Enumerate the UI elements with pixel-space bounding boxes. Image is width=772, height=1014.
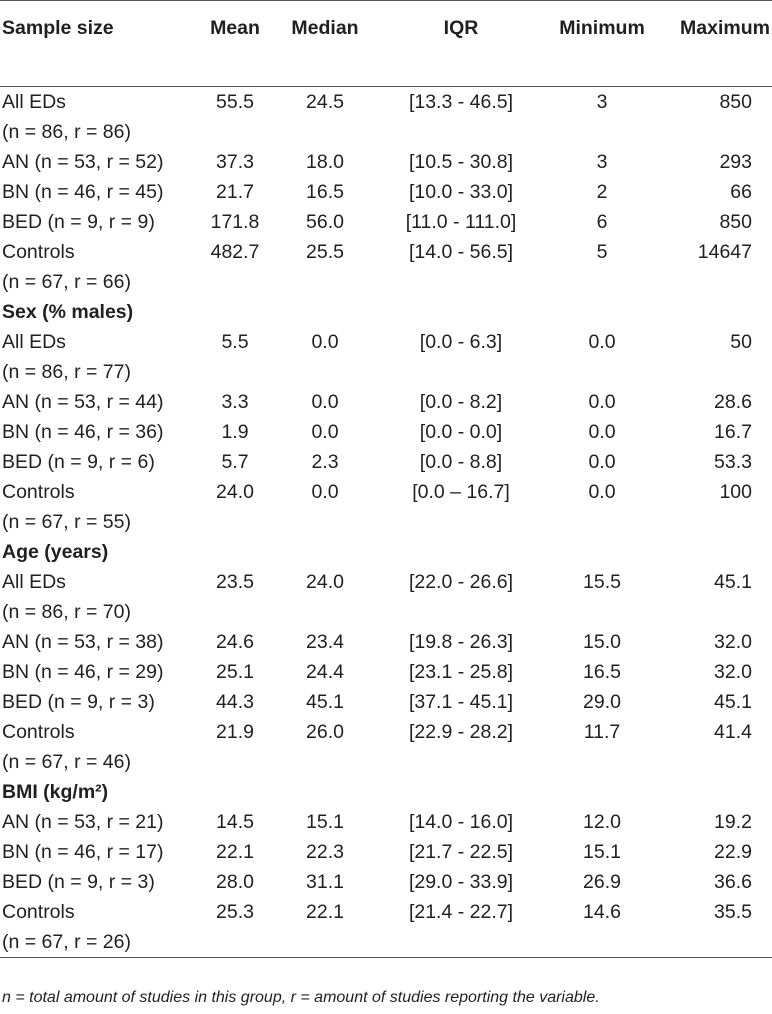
- minimum-cell: 0.0: [588, 391, 616, 413]
- iqr-cell: [0.0 - 8.8]: [419, 451, 503, 473]
- table-row: [0, 447, 772, 477]
- row-label: (n = 86, r = 77): [2, 361, 131, 383]
- mean-cell: [200, 267, 270, 297]
- minimum-cell: 15.1: [583, 841, 621, 863]
- maximum-cell: 22.9: [714, 841, 752, 863]
- table-row: [0, 117, 772, 147]
- maximum-cell: 16.7: [714, 421, 752, 443]
- iqr-cell: [380, 357, 542, 387]
- median-cell: 18.0: [306, 151, 344, 173]
- mean-cell: 23.5: [216, 571, 254, 593]
- maximum-cell: 293: [719, 151, 752, 173]
- row-label: Controls: [2, 901, 75, 923]
- row-label: (n = 67, r = 26): [0, 927, 200, 958]
- mean-cell: 171.8: [210, 211, 260, 233]
- row-label: (n = 67, r = 55): [2, 511, 131, 533]
- header-maximum: Maximum: [662, 1, 772, 87]
- iqr-cell: [21.7 - 22.5]: [408, 841, 514, 863]
- median-cell: 25.5: [306, 241, 344, 263]
- table-row: [0, 657, 772, 687]
- iqr-cell: [0.0 – 16.7]: [412, 481, 510, 503]
- minimum-cell: 6: [596, 211, 608, 233]
- mean-cell: 482.7: [210, 241, 260, 263]
- table-row: [0, 897, 772, 927]
- median-cell: [270, 117, 380, 147]
- maximum-cell: 36.6: [714, 871, 752, 893]
- maximum-cell: [662, 117, 772, 147]
- minimum-cell: 0.0: [588, 451, 616, 473]
- median-cell: 15.1: [306, 811, 344, 833]
- mean-cell: 22.1: [216, 841, 254, 863]
- table-row: [0, 717, 772, 747]
- minimum-cell: 5: [596, 241, 608, 263]
- table-footnote: n = total amount of studies in this group, r = amount of studies reporting the variable.: [2, 989, 600, 1006]
- maximum-cell: 45.1: [714, 571, 752, 593]
- maximum-cell: 850: [719, 91, 752, 113]
- row-label: BED (n = 9, r = 3): [2, 871, 155, 893]
- table-row: [0, 87, 772, 118]
- mean-cell: 14.5: [216, 811, 254, 833]
- mean-cell: 5.5: [221, 331, 249, 353]
- median-cell: 22.1: [306, 901, 344, 923]
- table-body: [0, 87, 772, 958]
- median-cell: [270, 927, 380, 958]
- maximum-cell: 32.0: [714, 661, 752, 683]
- table-header-row: [0, 1, 772, 87]
- minimum-cell: 0.0: [588, 481, 616, 503]
- header-mean: Mean: [200, 1, 270, 87]
- mean-cell: 28.0: [216, 871, 254, 893]
- section-header-row: [0, 297, 772, 327]
- maximum-cell: 19.2: [714, 811, 752, 833]
- minimum-cell: 26.9: [583, 871, 621, 893]
- maximum-cell: 28.6: [714, 391, 752, 413]
- section-header-row: [0, 537, 772, 567]
- row-label: All EDs: [2, 331, 66, 353]
- maximum-cell: 41.4: [714, 721, 752, 743]
- iqr-cell: [0.0 - 0.0]: [419, 421, 503, 443]
- header-sample-size: Sample size: [0, 1, 200, 87]
- iqr-cell: [29.0 - 33.9]: [408, 871, 514, 893]
- median-cell: [270, 597, 380, 627]
- iqr-cell: [10.0 - 33.0]: [408, 181, 514, 203]
- minimum-cell: 3: [596, 91, 608, 113]
- median-cell: 26.0: [306, 721, 344, 743]
- iqr-cell: [22.0 - 26.6]: [408, 571, 514, 593]
- iqr-cell: [380, 267, 542, 297]
- table-row: [0, 477, 772, 507]
- row-label: BN (n = 46, r = 29): [2, 661, 164, 683]
- row-label: BED (n = 9, r = 3): [2, 691, 155, 713]
- minimum-cell: 29.0: [583, 691, 621, 713]
- header-median: Median: [270, 1, 380, 87]
- maximum-cell: [662, 357, 772, 387]
- minimum-cell: [542, 117, 662, 147]
- maximum-cell: 45.1: [714, 691, 752, 713]
- maximum-cell: 14647: [697, 241, 752, 263]
- table-row: [0, 417, 772, 447]
- table-row: [0, 627, 772, 657]
- header-iqr: IQR: [380, 1, 542, 87]
- table-row: [0, 927, 772, 958]
- iqr-cell: [0.0 - 8.2]: [419, 391, 503, 413]
- mean-cell: 55.5: [216, 91, 254, 113]
- row-label: (n = 86, r = 86): [2, 121, 131, 143]
- median-cell: 23.4: [306, 631, 344, 653]
- mean-cell: 21.7: [216, 181, 254, 203]
- minimum-cell: [542, 267, 662, 297]
- table-row: [0, 687, 772, 717]
- minimum-cell: 15.0: [583, 631, 621, 653]
- table-row: [0, 207, 772, 237]
- median-cell: 0.0: [311, 421, 339, 443]
- mean-cell: 5.7: [221, 451, 249, 473]
- row-label: (n = 67, r = 46): [2, 751, 131, 773]
- row-label: Controls: [2, 481, 75, 503]
- table-row: [0, 267, 772, 297]
- row-label: AN (n = 53, r = 21): [2, 811, 164, 833]
- table-row: [0, 507, 772, 537]
- mean-cell: 3.3: [221, 391, 249, 413]
- maximum-cell: 66: [730, 181, 752, 203]
- iqr-cell: [11.0 - 111.0]: [405, 211, 517, 233]
- table-row: [0, 387, 772, 417]
- median-cell: 56.0: [306, 211, 344, 233]
- row-label: BN (n = 46, r = 17): [2, 841, 164, 863]
- table-row: [0, 597, 772, 627]
- minimum-cell: 0.0: [588, 331, 616, 353]
- median-cell: 0.0: [311, 331, 339, 353]
- iqr-cell: [380, 117, 542, 147]
- row-label: Controls: [2, 721, 75, 743]
- section-header-row: [0, 777, 772, 807]
- row-label: All EDs: [2, 91, 66, 113]
- mean-cell: 44.3: [216, 691, 254, 713]
- mean-cell: 25.1: [216, 661, 254, 683]
- mean-cell: [200, 117, 270, 147]
- maximum-cell: 100: [719, 481, 752, 503]
- iqr-cell: [21.4 - 22.7]: [408, 901, 514, 923]
- row-label: AN (n = 53, r = 52): [2, 151, 164, 173]
- minimum-cell: 2: [596, 181, 608, 203]
- row-label: (n = 86, r = 70): [2, 601, 131, 623]
- median-cell: 24.4: [306, 661, 344, 683]
- maximum-cell: 50: [730, 331, 752, 353]
- median-cell: 24.5: [306, 91, 344, 113]
- row-label: AN (n = 53, r = 38): [2, 631, 164, 653]
- maximum-cell: [662, 927, 772, 958]
- iqr-cell: [37.1 - 45.1]: [408, 691, 514, 713]
- mean-cell: 1.9: [221, 421, 249, 443]
- row-label: (n = 67, r = 66): [2, 271, 131, 293]
- table-row: [0, 807, 772, 837]
- median-cell: 45.1: [306, 691, 344, 713]
- iqr-cell: [380, 507, 542, 537]
- median-cell: 0.0: [311, 481, 339, 503]
- median-cell: 0.0: [311, 391, 339, 413]
- minimum-cell: 14.6: [583, 901, 621, 923]
- iqr-cell: [0.0 - 6.3]: [419, 331, 503, 353]
- minimum-cell: [542, 747, 662, 777]
- iqr-cell: [380, 597, 542, 627]
- maximum-cell: [662, 597, 772, 627]
- row-label: All EDs: [2, 571, 66, 593]
- iqr-cell: [14.0 - 16.0]: [408, 811, 514, 833]
- minimum-cell: [542, 927, 662, 958]
- section-title: Sex (% males): [2, 301, 134, 323]
- median-cell: [270, 357, 380, 387]
- minimum-cell: 15.5: [583, 571, 621, 593]
- iqr-cell: [10.5 - 30.8]: [408, 151, 514, 173]
- maximum-cell: [662, 747, 772, 777]
- iqr-cell: [380, 927, 542, 958]
- median-cell: 24.0: [306, 571, 344, 593]
- maximum-cell: 32.0: [714, 631, 752, 653]
- median-cell: [270, 507, 380, 537]
- maximum-cell: [662, 267, 772, 297]
- median-cell: 2.3: [311, 451, 339, 473]
- table-row: [0, 237, 772, 267]
- maximum-cell: 35.5: [714, 901, 752, 923]
- median-cell: [270, 747, 380, 777]
- header-minimum: Minimum: [542, 1, 662, 87]
- row-label: AN (n = 53, r = 44): [2, 391, 164, 413]
- table-row: [0, 327, 772, 357]
- table-row: [0, 357, 772, 387]
- mean-cell: 25.3: [216, 901, 254, 923]
- mean-cell: [200, 747, 270, 777]
- mean-cell: [200, 507, 270, 537]
- mean-cell: [200, 597, 270, 627]
- iqr-cell: [22.9 - 28.2]: [408, 721, 514, 743]
- minimum-cell: 11.7: [583, 721, 621, 743]
- mean-cell: 21.9: [216, 721, 254, 743]
- median-cell: 31.1: [306, 871, 344, 893]
- median-cell: 22.3: [306, 841, 344, 863]
- maximum-cell: 53.3: [714, 451, 752, 473]
- iqr-cell: [23.1 - 25.8]: [408, 661, 514, 683]
- iqr-cell: [380, 747, 542, 777]
- table-row: [0, 177, 772, 207]
- mean-cell: 24.0: [216, 481, 254, 503]
- median-cell: 16.5: [306, 181, 344, 203]
- section-title: Age (years): [2, 541, 109, 563]
- row-label: BED (n = 9, r = 6): [2, 451, 155, 473]
- maximum-cell: [662, 507, 772, 537]
- row-label: BN (n = 46, r = 45): [2, 181, 164, 203]
- minimum-cell: [542, 507, 662, 537]
- table-row: [0, 567, 772, 597]
- row-label: BN (n = 46, r = 36): [2, 421, 164, 443]
- minimum-cell: 0.0: [588, 421, 616, 443]
- table-row: [0, 147, 772, 177]
- mean-cell: [200, 927, 270, 958]
- iqr-cell: [14.0 - 56.5]: [408, 241, 514, 263]
- row-label: Controls: [2, 241, 75, 263]
- minimum-cell: [542, 357, 662, 387]
- mean-cell: 24.6: [216, 631, 254, 653]
- minimum-cell: 16.5: [583, 661, 621, 683]
- table-row: [0, 747, 772, 777]
- iqr-cell: [13.3 - 46.5]: [408, 91, 514, 113]
- table-row: [0, 867, 772, 897]
- row-label: BED (n = 9, r = 9): [2, 211, 155, 233]
- minimum-cell: [542, 597, 662, 627]
- minimum-cell: 3: [596, 151, 608, 173]
- median-cell: [270, 267, 380, 297]
- table-row: [0, 837, 772, 867]
- maximum-cell: 850: [719, 211, 752, 233]
- mean-cell: [200, 357, 270, 387]
- minimum-cell: 12.0: [583, 811, 621, 833]
- section-title: BMI (kg/m²): [2, 781, 109, 803]
- mean-cell: 37.3: [216, 151, 254, 173]
- iqr-cell: [19.8 - 26.3]: [408, 631, 514, 653]
